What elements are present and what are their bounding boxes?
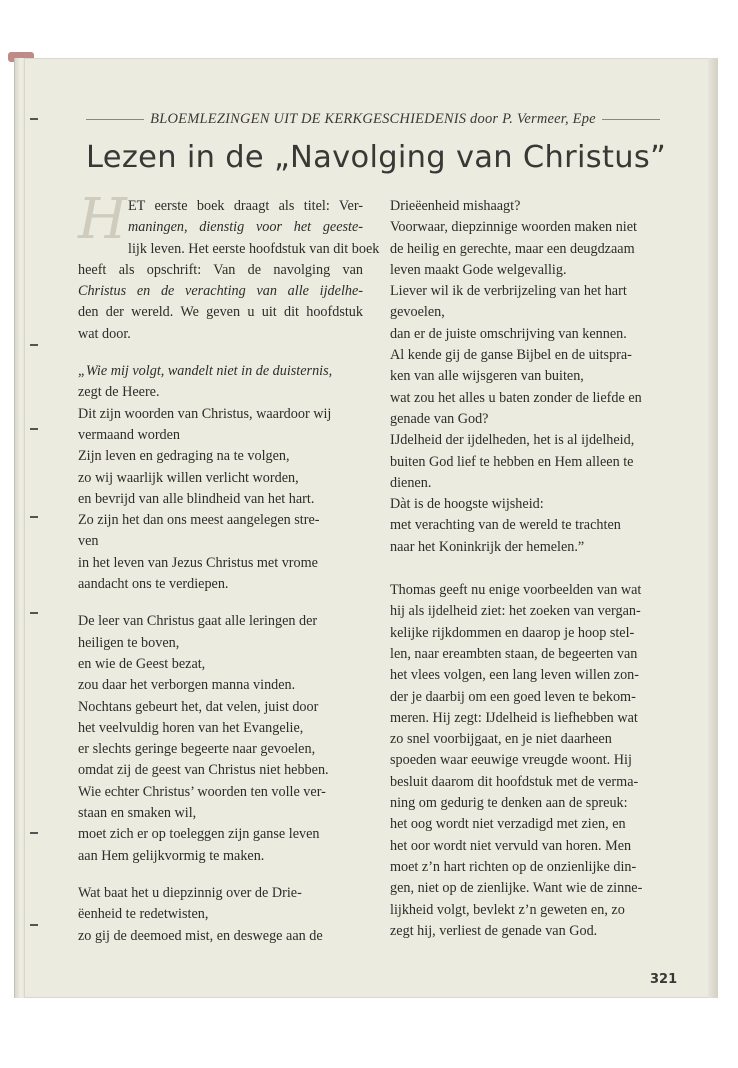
body-line: het oor wordt niet vervuld van horen. Men — [390, 837, 632, 854]
right-column — [390, 196, 678, 942]
quote-line: Wie echter Christus’ woorden ten volle ver- — [78, 783, 326, 800]
quote-line: De leer van Christus gaat alle leringen der — [78, 613, 318, 630]
series-header — [86, 111, 660, 128]
quote-line: buiten God lief te hebben en Hem alleen te — [390, 453, 634, 470]
quote-line: de heilig en gerechte, maar een deugdzaam — [390, 240, 635, 257]
body-line: het vlees volgen, een lang leven willen zon- — [390, 667, 639, 684]
quote-line: moet zich er op toeleggen zijn ganse leven — [78, 826, 320, 843]
body-line: meren. Hij zegt: IJdelheid is liefhebben wat — [390, 709, 638, 726]
quote-line: aandacht ons te verdiepen. — [78, 576, 229, 593]
quote-line: Drieëenheid mishaagt? — [390, 198, 521, 214]
quote-line: met verachting van de wereld te trachten — [390, 517, 621, 534]
quote-line: omdat zij de geest van Christus niet hebben. — [78, 762, 329, 779]
intro-line: heeft als opschrift: Van de navolging van — [78, 261, 363, 278]
quote-line: staan en smaken wil, — [78, 805, 197, 822]
margin-tick — [30, 832, 38, 834]
series-header-text: BLOEMLEZINGEN UIT DE KERKGESCHIEDENIS door P. Vermeer, Epe — [150, 111, 596, 127]
quote-line: Nochtans gebeurt het, dat velen, juist door — [78, 698, 319, 715]
header-rule-right — [602, 119, 660, 120]
margin-tick — [30, 118, 38, 120]
quote-line: zo gij de deemoed mist, en deswege aan de — [78, 927, 323, 944]
intro-line: ET eerste boek draagt als titel: Ver- — [128, 198, 363, 214]
intro-line: lijk leven. Het eerste hoofdstuk van dit boek — [128, 240, 380, 257]
left-column — [78, 187, 380, 947]
body-line: zegt hij, verliest de genade van God. — [390, 922, 598, 939]
quote-line: wat zou het alles u baten zonder de liefde en — [390, 389, 642, 406]
quote-line: aan Hem gelijkvormig te maken. — [78, 847, 265, 864]
header-rule-left — [86, 119, 144, 120]
intro-line: maningen, dienstig voor het geeste- — [128, 219, 363, 236]
intro-line: den der wereld. We geven u uit dit hoofdstuk — [78, 304, 363, 321]
quote-line: ken van alle wijsgeren van buiten, — [390, 368, 584, 385]
body-line: besluit daarom dit hoofdstuk met de verma- — [390, 773, 639, 790]
quote-line: zou daar het verborgen manna vinden. — [78, 677, 296, 694]
quote-line: Wat baat het u diepzinnig over de Drie- — [78, 884, 302, 901]
page-edge — [708, 58, 718, 998]
quote-line: Voorwaar, diepzinnige woorden maken niet — [390, 219, 637, 236]
quote-line: „Wie mij volgt, wandelt niet in de duisternis, — [78, 363, 333, 380]
drop-cap: H — [78, 187, 127, 252]
quote-line: in het leven van Jezus Christus met vrome — [78, 554, 318, 571]
quote-line: zegt de Heere. — [78, 384, 160, 401]
quote-line: Zijn leven en gedraging na te volgen, — [78, 448, 290, 465]
quote-line: Al kende gij de ganse Bijbel en de uitspra- — [390, 347, 632, 364]
body-line: Thomas geeft nu enige voorbeelden van wat — [390, 582, 642, 599]
intro-line: Christus en de verachting van alle ijdelhe- — [78, 283, 363, 300]
quote-line: Dit zijn woorden van Christus, waardoor wij — [78, 405, 332, 422]
body-line: spoeden waar eeuwige vreugde woont. Hij — [390, 752, 632, 769]
quote-line: en bevrijd van alle blindheid van het hart. — [78, 490, 315, 507]
quote-line: IJdelheid der ijdelheden, het is al ijdelheid, — [390, 432, 635, 449]
body-line: moet z’n hart richten op de onzienlijke din- — [390, 858, 637, 875]
quote-line: leven maakt Gode welgevallig. — [390, 261, 567, 278]
quote-line: Dàt is de hoogste wijsheid: — [390, 496, 544, 513]
quote-line: het veelvuldig horen van het Evangelie, — [78, 719, 304, 736]
margin-tick — [30, 344, 38, 346]
intro-line: wat door. — [78, 325, 131, 342]
quote-line: zo wij waarlijk willen verlicht worden, — [78, 469, 299, 486]
quote-line: Zo zijn het dan ons meest aangelegen stre- — [78, 512, 320, 529]
margin-tick — [30, 612, 38, 614]
margin-tick — [30, 428, 38, 430]
quote-line: genade van God? — [390, 410, 489, 427]
body-line: het oog wordt niet verzadigd met zien, en — [390, 816, 626, 833]
margin-tick — [30, 924, 38, 926]
article-title: Lezen in de „Navolging van Christus” — [86, 140, 667, 175]
body-line: gen, niet op de zienlijke. Want wie de zinne- — [390, 880, 643, 897]
quote-line: er slechts geringe begeerte naar gevoelen, — [78, 741, 316, 758]
body-line: kelijke rijkdommen en daarop je hoop stel- — [390, 624, 635, 641]
quote-line: dan er de juiste omschrijving van kennen. — [390, 325, 627, 342]
body-line: der je daarbij om een goed leven te bekom- — [390, 688, 636, 705]
quote-line: dienen. — [390, 474, 432, 491]
quote-line: ven — [78, 533, 99, 550]
quote-line: Liever wil ik de verbrijzeling van het hart — [390, 283, 627, 300]
body-line: len, naar ereambten staan, de begeerten van — [390, 645, 638, 662]
body-line: ning om gedurig te denken aan de spreuk: — [390, 795, 628, 812]
quote-line: gevoelen, — [390, 304, 445, 321]
body-line: lijkheid volgt, bevlekt z’n geweten en, zo — [390, 901, 625, 918]
quote-line: heiligen te boven, — [78, 634, 180, 651]
quote-line: vermaand worden — [78, 426, 181, 443]
quote-line: en wie de Geest bezat, — [78, 655, 206, 672]
page-number: 321 — [650, 972, 678, 987]
body-line: zo snel voorbijgaat, en je niet daarheen — [390, 731, 612, 748]
quote-line: ëenheid te redetwisten, — [78, 906, 209, 923]
quote-line: naar het Koninkrijk der hemelen.” — [390, 538, 585, 555]
body-line: hij als ijdelheid ziet: het zoeken van vergan- — [390, 603, 641, 620]
margin-tick — [30, 516, 38, 518]
